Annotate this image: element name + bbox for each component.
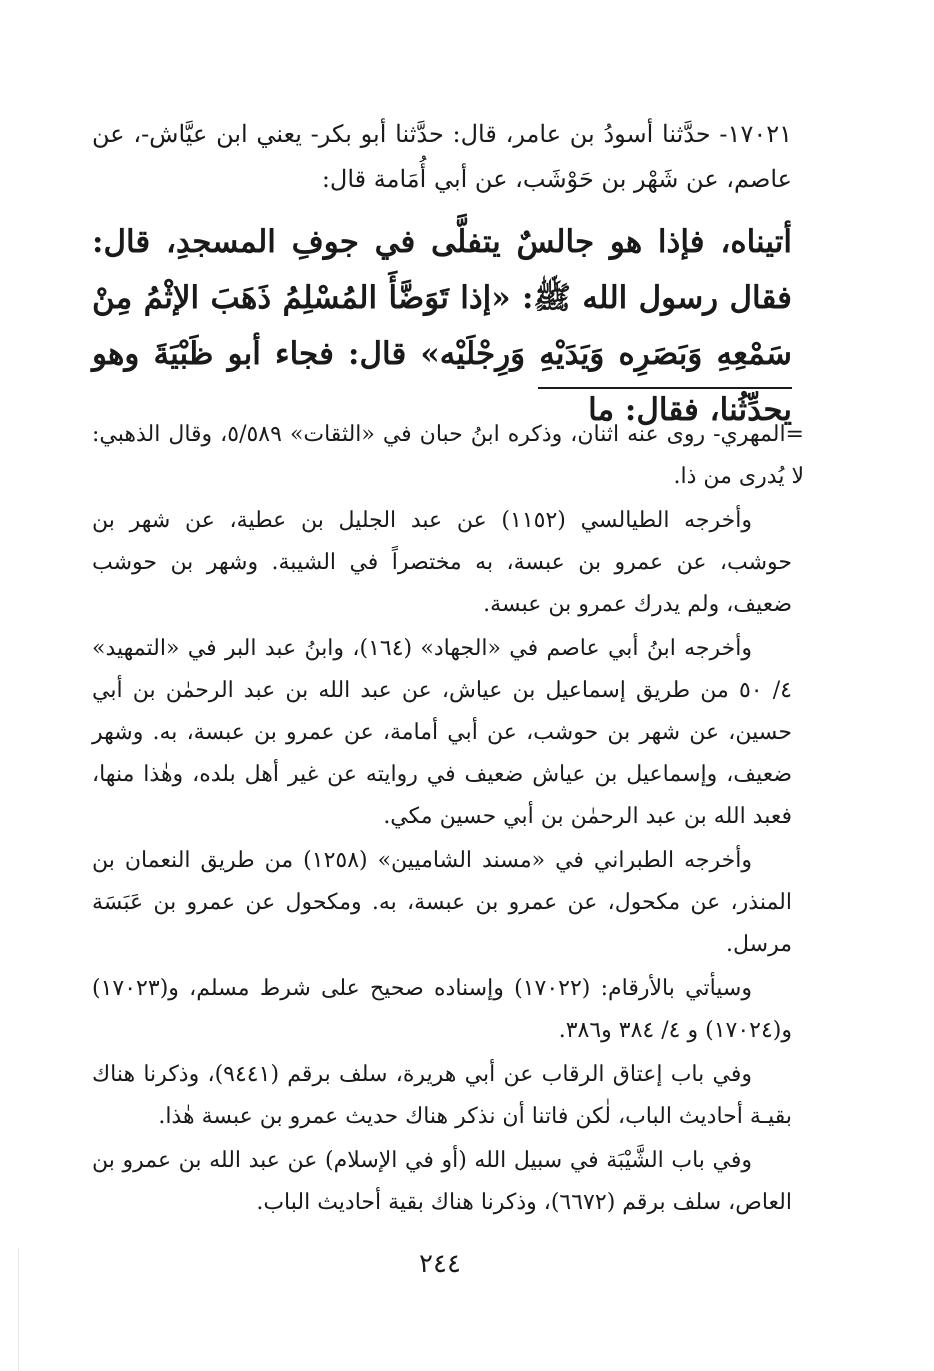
hadith-matn: أتيناه، فإذا هو جالسٌ يتفلَّى في جوفِ المسجدِ، قال: فقال رسول الله ﷺ: «إذا تَوَضَّأَ المُسْلِمُ ذَهَبَ الإثْمُ مِنْ سَمْعِهِ وَبَصَرِه وَيَدَيْهِ وَرِجْلَيْه» قال: فجاء أبو ظَبْيَةَ وهو يحدِّثُنا، فقال: ما — [92, 224, 792, 428]
footnote-paragraph: وأخرجه الطبراني في «مسند الشاميين» (١٢٥٨) من طريق النعمان بن المنذر، عن مكحول، عن عمرو بن عبسة، به. ومكحول عن عمرو بن عَبَسَة مرسل. — [92, 848, 792, 957]
footnote-paragraph: =المهري- روى عنه اثنان، وذكره ابنُ حبان في «الثقات» ٥/٥٨٩، وقال الذهبي: لا يُدرى من ذا. — [92, 422, 804, 489]
footnote-paragraph: وأخرجه الطيالسي (١١٥٢) عن عبد الجليل بن عطية، عن شهر بن حوشب، عن عمرو بن عبسة، به مختصراً في الشيبة. وشهر بن حوشب ضعيف، ولم يدرك عمرو بن عبسة. — [92, 508, 792, 617]
footnote-paragraph: وأخرجه ابنُ أبي عاصم في «الجهاد» (١٦٤)، وابنُ عبد البر في «التمهيد» ٤/ ٥٠ من طريق إسماعيل بن عياش، عن عبد الله بن عبد الرحمٰن بن أبي حسين، عن شهر بن حوشب، عن أبي أمامة، عن عمرو بن عبسة، به. وشهر ضعيف، وإسماعيل بن عياش ضعيف في روايته عن غير أهل بلده، وهٰذا منها، فعبد الله بن عبد الرحمٰن بن أبي حسين مكي. — [92, 636, 792, 829]
scan-edge-line — [18, 1248, 19, 1371]
footnotes — [92, 414, 804, 1226]
hadith-isnad: ١٧٠٢١- حدَّثنا أسودُ بن عامر، قال: حدَّثنا أبو بكر- يعني ابن عيَّاش-، عن عاصم، عن شَهْر بن حَوْشَب، عن أبي أُمَامة قال: — [92, 120, 792, 193]
footnote-paragraph: وفي باب الشَّيْبَة في سبيل الله (أو في الإسلام) عن عبد الله بن عمرو بن العاص، سلف برقم (٦٦٧٢)، وذكرنا هناك بقية أحاديث الباب. — [92, 1148, 792, 1215]
footnote-paragraph: وسيأتي بالأرقام: (١٧٠٢٢) وإسناده صحيح على شرط مسلم، و(١٧٠٢٣) و(١٧٠٢٤) و ٤/ ٣٨٤ و٣٨٦. — [92, 976, 792, 1043]
page-number: ٢٤٤ — [419, 1249, 461, 1279]
footnote-paragraph: وفي باب إعتاق الرقاب عن أبي هريرة، سلف برقم (٩٤٤١)، وذكرنا هناك بقيـة أحاديث الباب، لٰكن فاتنا أن نذكر هناك حديث عمرو بن عبسة هٰذا. — [92, 1062, 792, 1129]
footnote-separator — [538, 387, 792, 389]
